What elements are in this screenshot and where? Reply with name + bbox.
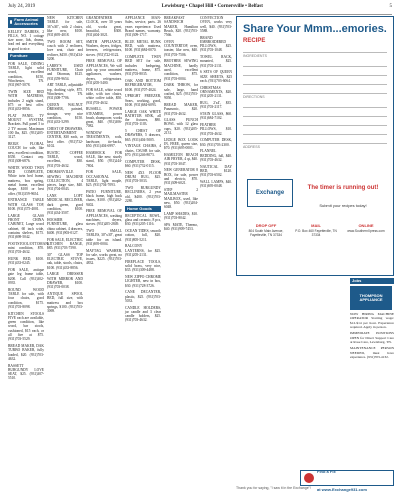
- classified-ad: WALL LAMPS, $40. (931)695-0048.: [200, 179, 232, 189]
- classified-ad: FOOTSTOOL/OTTOMAN, mint condition, $70. (931)703-4632.: [8, 241, 49, 255]
- header-towns: Lewisburg • Chapel Hill • Cornersville • Belfast: [161, 4, 263, 9]
- classified-ad: SMITH APPLIANCE, Washers, dryers, fridges, freezers, refrigerators, stoves. (931)722-0122.: [86, 39, 122, 57]
- classified-ad: FREE REMOVAL OF APPLIANCES, We will pick up your unwanted appliances, washers, dryers, refrigerators. (931)205-5400.: [86, 59, 122, 85]
- classified-ad: KITCHEN STOOLS FIVE each are available, green condition, like wood, bar stools, cushioned, $15 each, or all five at $75. (931)703-5529.: [8, 311, 44, 342]
- column-6: [200, 16, 232, 486]
- page-number: 5: [389, 4, 392, 9]
- classified-ad: LAMP SHADES, $10. (931)703-8042.: [164, 211, 198, 221]
- classified-ad: ANTIQUE SPOOL BED, full size, with mattress and box springs, $100. (931)703-3069.: [47, 292, 83, 314]
- classified-ad: 5 CHEST OF DRAWERS, 5 drawers, $65. (931)404-5005.: [125, 129, 161, 142]
- job-listing: IMMEDIATE POSITIONS OPEN for Direct Support Care at Rose Care, Lewisburg, TN.: [350, 331, 394, 344]
- exchange-badge-icon: [304, 473, 314, 483]
- classified-ad: FEATHER PILLOWS, $10. (931)703-4632.: [200, 122, 232, 136]
- classified-ad: LEDGE BOX LOOK IN, FREE, queen size, $70. (931)695-0001.: [164, 137, 198, 151]
- classified-ad: CANDLE HOLDERS, jar candle and 3 clear candle holders, $25. (931)703-4632.: [125, 305, 161, 323]
- classified-ad: NEW 4X3 FLOOR DRUM RUG, $25. (931)703-5033.: [125, 170, 161, 184]
- classified-ad: HOOSIER FURNITURE, glass china cabinet, 4 drawers, $400. (931)903-0127.: [47, 217, 83, 235]
- classified-ad: KELLEY DAIRIES, 2 FILLS, NO. 1 cottage size zone, lids, drums, lead red and everything in good to nice.: [8, 29, 44, 51]
- classified-ad: BREAD MAKER, DAK TURBO BAKER, fully loaded, $20. (931)703-4632.: [8, 343, 44, 361]
- column-2: [47, 16, 83, 486]
- classified-ad: LARGE OAK WHITE BATHTUB SINK, all the fixtures, $80. (931)703-1103.: [125, 109, 161, 127]
- category-home-goods: Home Goods: [125, 206, 161, 212]
- thompson-logo: THOMPSON APPLIANCE: [350, 286, 392, 310]
- classified-ad: FOR SALE, white wood table, with two chairs, white coffee table, $50. (931)703-4632.: [86, 87, 122, 105]
- classified-ad: STEP 2 MAILMASTER MAILBOX, used, like new, $50. (931)204-6048.: [164, 187, 198, 210]
- method-dropoff: DROP OFF 804 South Main Avenue, Fayetteville, TN 37334: [248, 223, 284, 237]
- classified-ad: LANE LOFT MEDICAL RECLINER, dark green, good condition, $100. (931)434-3507.: [47, 194, 83, 216]
- classified-ad: FOR SALE, antique gate leg frame table, $200. Call (931)302-0935.: [8, 268, 44, 285]
- classified-ad: TWO ROOM SET, couch with 2 recliners, love seat, chair and recliner, $450. (931)434-5200.: [47, 39, 83, 62]
- job-listing: NOW HIRING MACHINE OPERATOR Starting wage: $12-$14 per hour. Experience required. Apply in person.: [350, 312, 394, 329]
- classified-ad: COMPLETE TWIN BED SET for sale, includes bedspring, mattress, frame, $75. (931)703-8035.: [125, 55, 161, 77]
- classified-ad: RUSTIC COFFEE TABLE, wood, excellent, $30. (931)703-4632.: [47, 150, 83, 168]
- category-farm-animal: Farm Animal Accessories: [8, 17, 44, 28]
- classified-ad: CHEST OF DRAWERS, ENTERTAINMENT CENTER, $30 each, or best offer. (931)732-6102.: [47, 126, 83, 148]
- classified-ad: TWO BURGUNDY RECLINERS, 2 year old, $400. (931)703-2280.: [125, 186, 161, 203]
- classified-ad: FLANNEL BEDDING, full, $40. (931)703-4632.: [200, 149, 232, 162]
- home-goods-area: [236, 280, 346, 470]
- classified-ad: NEW KITCHEN TABLE for sale, 36"x36", with 2 chairs, like new, $100. (931)695-4018.: [47, 16, 83, 38]
- recipe-promo-box: Share Your Mmm...emories. RECIPE INGREDIENTS DIRECTIONS ADDRESS Exchange The timer is running out! Submit your recipes today! DROP OFF 804 South Main Avenue, Fayetteville, TN 37334 MAIL P.O. Box 460 Fayetteville, TN 37334 ONLINE www.SouthernXpress.com: [236, 16, 394, 276]
- classified-ad: WHITE WOOD TWIN BED COMPLETE, White twin bed frame, mattress, box spring, metal frame, excellent shape, $100 or best offer. (931)359-9654.: [8, 165, 44, 196]
- classified-ad: COMPUTER DESK, $60. (931)732-0115.: [125, 159, 161, 169]
- promo-title: Share Your Mmm...emories.: [243, 23, 387, 35]
- classified-ad: FOR SALE, OCCASIONAL TABLE, light maple, $25. (931)704-7093.: [86, 170, 122, 188]
- promo-tagline: The timer is running out!: [307, 185, 379, 191]
- method-mail: MAIL P.O. Box 460 Fayetteville, TN 37334: [295, 223, 337, 237]
- classified-ad: TOWEL RACK, mounted, $25. (931)703-2131.: [200, 55, 232, 68]
- classified-ad: CONVECTION OVEN, works very well, $40. (931)703-5588.: [200, 16, 232, 33]
- classified-ad: BLUE METAL BUNK BED, with mattress, $100. (931)684-0070.: [125, 39, 161, 53]
- classified-ad: OVEN COUNTERTOP, oven, toaster, like new, $40. (931)703-7506.: [164, 39, 198, 57]
- classified-ad: BALCONY LANTERNS, for $25. (931)205-2131.: [125, 244, 161, 258]
- classified-ad: 6 SETS OF QUEEN SIZE SHEETS, $25 each. (931)703-6064.: [200, 70, 232, 84]
- classified-ad: HAMMOCK FOR SALE, like new, sturdy stand, $50. (931)244-7804.: [86, 150, 122, 168]
- classified-ad: SPA MATE, Thermo, $40. (931)909-7453.: [164, 222, 198, 232]
- classified-ad: ART TABLE, adjustable top, drafting style, $75. Winchester, TN. (931)308-7706.: [47, 83, 83, 101]
- classified-ad: UPRIGHT FREEZER, Sears, working, good, $100. (931)684-6093.: [125, 94, 161, 107]
- classified-ad: BREAD MAKER, Panasonic, $20. (931)703-4632.: [164, 102, 198, 116]
- footer-thanks: Thank you for saying, "I saw it in the Exchange"!: [236, 486, 311, 490]
- classified-ad: BEIGE FLORAL COUCH for sale, like new, excellent condition, $350. Contact any. (931)308-6876.: [8, 141, 44, 164]
- classified-ad: TWIN SIZE BED WITH MATRESS, includes 2 night stand, $75 or best offer. (931)433-8856.: [8, 89, 44, 112]
- classified-ad: ROUND WOOD TABLE for sale, with four chairs, good condition, $175. (931)703-8098.: [8, 287, 44, 309]
- classified-ad: OCEAN TIDES, smooth cotton, full, $20. (931)805-5211.: [125, 229, 161, 242]
- classified-ad: NEW ZIPPO CHROME LIGHTER, new in box, $30. (931)728-3726.: [125, 275, 161, 288]
- page-header: [8, 4, 392, 15]
- classified-ad: DARK THROW, for sale, large, hand crafted, $25. (931)703-9050.: [164, 83, 198, 101]
- classified-ad: LARGE DRESSER WITH MIRROR AND DRAWER, $100. (931)703-0038.: [47, 272, 83, 290]
- classified-ad: GLASS PUNCH BOWL with 12 glass cups, $20. (931)205-2131.: [164, 118, 198, 136]
- classified-ad: LARRY'S USED FURNITURE, Chair and Ottoman, $125. (931)359-9654.: [47, 63, 83, 81]
- category-jobs: Jobs: [350, 278, 394, 284]
- classified-ad: GRANDFATHER CLOCK, over 30 years old, works great, beautiful, $300. (931)404-3021.: [86, 16, 122, 38]
- classified-ad: BROTHER SEWING MACHINE, hardly used, excellent condition, $75. (931)703-0004.: [164, 59, 198, 81]
- submission-methods: [243, 223, 389, 238]
- classified-ad: LARGE GLASS FRONT CHINA CABINET, Large wood cabinet, 60 inch wide, contains shelves, $175. (931)698-5042.: [8, 213, 44, 240]
- classified-ad: RUSSELL POWER STEAMER, power brush, shampooer, works great, $40. (931)306-7082.: [86, 107, 122, 129]
- method-online[interactable]: ONLINE www.SouthernXpress.com: [347, 223, 385, 233]
- job-listing: MAINTENANCE PERSON NEEDED, must have experience. (931)703-4132.: [350, 346, 394, 359]
- recipe-label: RECIPE: [243, 38, 266, 44]
- classified-ad: NAUTICAL DAY BED, $120. (931)703-6502.: [200, 164, 232, 178]
- classified-ad: WINDOW TREATMENTS, rods, hardware, tie-backs, $50. (931)404-6997.: [86, 131, 122, 148]
- header-date: July 24, 2019: [8, 4, 36, 9]
- classified-ad: 30" GLASS TOP ELECTRIC STOVE, oak, table, stools, chairs, $100. (931)433-8856.: [47, 252, 83, 270]
- column-1: [8, 16, 49, 486]
- classified-ad: FIREPLACE TOOLS, solid brass, very nice, $35. (931)309-4488.: [125, 259, 161, 273]
- column-5: [164, 16, 198, 486]
- classified-ad: ENTRANCE TABLE WITH GLASS TOP, $100. (931)375-4001.: [8, 198, 44, 211]
- classified-ad: MAYTAG WASHER, for sale, works great, no issues, $225. (931)703-4832.: [86, 248, 122, 266]
- classified-ad: OAK AND BOTTOM REFRIGERATOR, $100. (931)707-4024.: [125, 79, 161, 92]
- classified-ad: BASSETT BURGUNDY LOVE SEAT, $25. (931)307-5510.: [8, 363, 44, 381]
- classified-ad: FLAT PANEL TV MOUNT SYSTEM, Brackets. Full panel 5 to 2 TV mount. Maximum 100 lbs, $25. (931)205-3127.: [8, 113, 44, 140]
- find-a-fix-banner[interactable]: [300, 469, 394, 492]
- column-3: [86, 16, 122, 486]
- classified-ad: BRAND EMBROIDERED PILLOWS, $25. (931)703-1048.: [200, 35, 232, 53]
- find-fix-line2: at www.Exchange931.com: [317, 487, 367, 492]
- classified-ad: RUG, 2'x4', $35. (931)703-2117.: [200, 101, 232, 110]
- farm-icon: [10, 20, 12, 24]
- classified-ad: COMPUTER DESK, $30. (931)703-2300.: [200, 138, 232, 147]
- classified-ad: CHRISTMAS ORNAMENTS, $20. (931)205-2131.: [200, 85, 232, 99]
- classified-ad: BREAKFAST SANDWICH MAKER, Hamilton Beach, $20. (931)703-7566.: [164, 16, 198, 38]
- classified-ad: HAMILTON BEACH AIR FRYER, 4 qt, $40. (931)703-3047.: [164, 153, 198, 166]
- classified-ad: PATIO FURNITURE, black frame, high back chairs, $100. (931)202-9402.: [86, 189, 122, 207]
- classified-ad: QUEEN WALNUT DRESSER, painted, storage, very nice condition, $150. (931)433-5299.: [47, 102, 83, 125]
- classified-ad: VINTAGE CHAIRS, 4 chairs, CSUSB for sale, $70. (931)246-8073.: [125, 144, 161, 158]
- classified-ad: APPLIANCE MAN-Sales, service, parts. 26 years experience. Used Brand names, warranty. (931)309-1717.: [125, 16, 161, 38]
- classified-ad: DROMANVILLE SEWING MACHINE COLLECTION, 4 pieces, large size, $40. (931)704-0043.: [47, 170, 83, 192]
- classified-ad: CANE DECANTER, plastic, $25. (931)703-5033.: [125, 290, 161, 303]
- classified-ad: NEW GENERATOR 8 BOX, for sale, power and electric, $70. (931)309-6021.: [164, 168, 198, 186]
- classified-ad: STAIN GLASS, $60. (931)684-7102.: [200, 111, 232, 121]
- jobs-section: [350, 278, 394, 361]
- classified-ad: FREE REMOVAL OF APPLIANCES, washing machines, dryers, stoves. (931)205-2849.: [86, 209, 122, 227]
- column-4: [125, 16, 161, 486]
- category-furniture: Furniture: [8, 53, 44, 59]
- promo-subtagline: Submit your recipes today!: [319, 203, 367, 208]
- classified-ad: FOR SALE, ELECTRIC KITCHEN RANGE, $85. (931)703-7590.: [47, 237, 83, 251]
- find-fix-line1: Find a Fix: [317, 469, 336, 474]
- classified-ad: FOR SALE, DINING TABLE, light solid wood, excellent condition, $150, Winchester, TN. (931)967-5078.: [8, 61, 44, 88]
- classified-ad: TWO SMALL TABLES, 30"x30", great table for an island. (931)695-0004.: [86, 228, 122, 246]
- exchange-logo: Exchange: [247, 179, 293, 207]
- classified-ad: RECEPTICAL BOWL, glass and ceramic, 8 pcs, $30. (931)205-1116.: [125, 213, 161, 227]
- classified-ad: HUNK BED, $100. (931)433-0245.: [8, 257, 44, 266]
